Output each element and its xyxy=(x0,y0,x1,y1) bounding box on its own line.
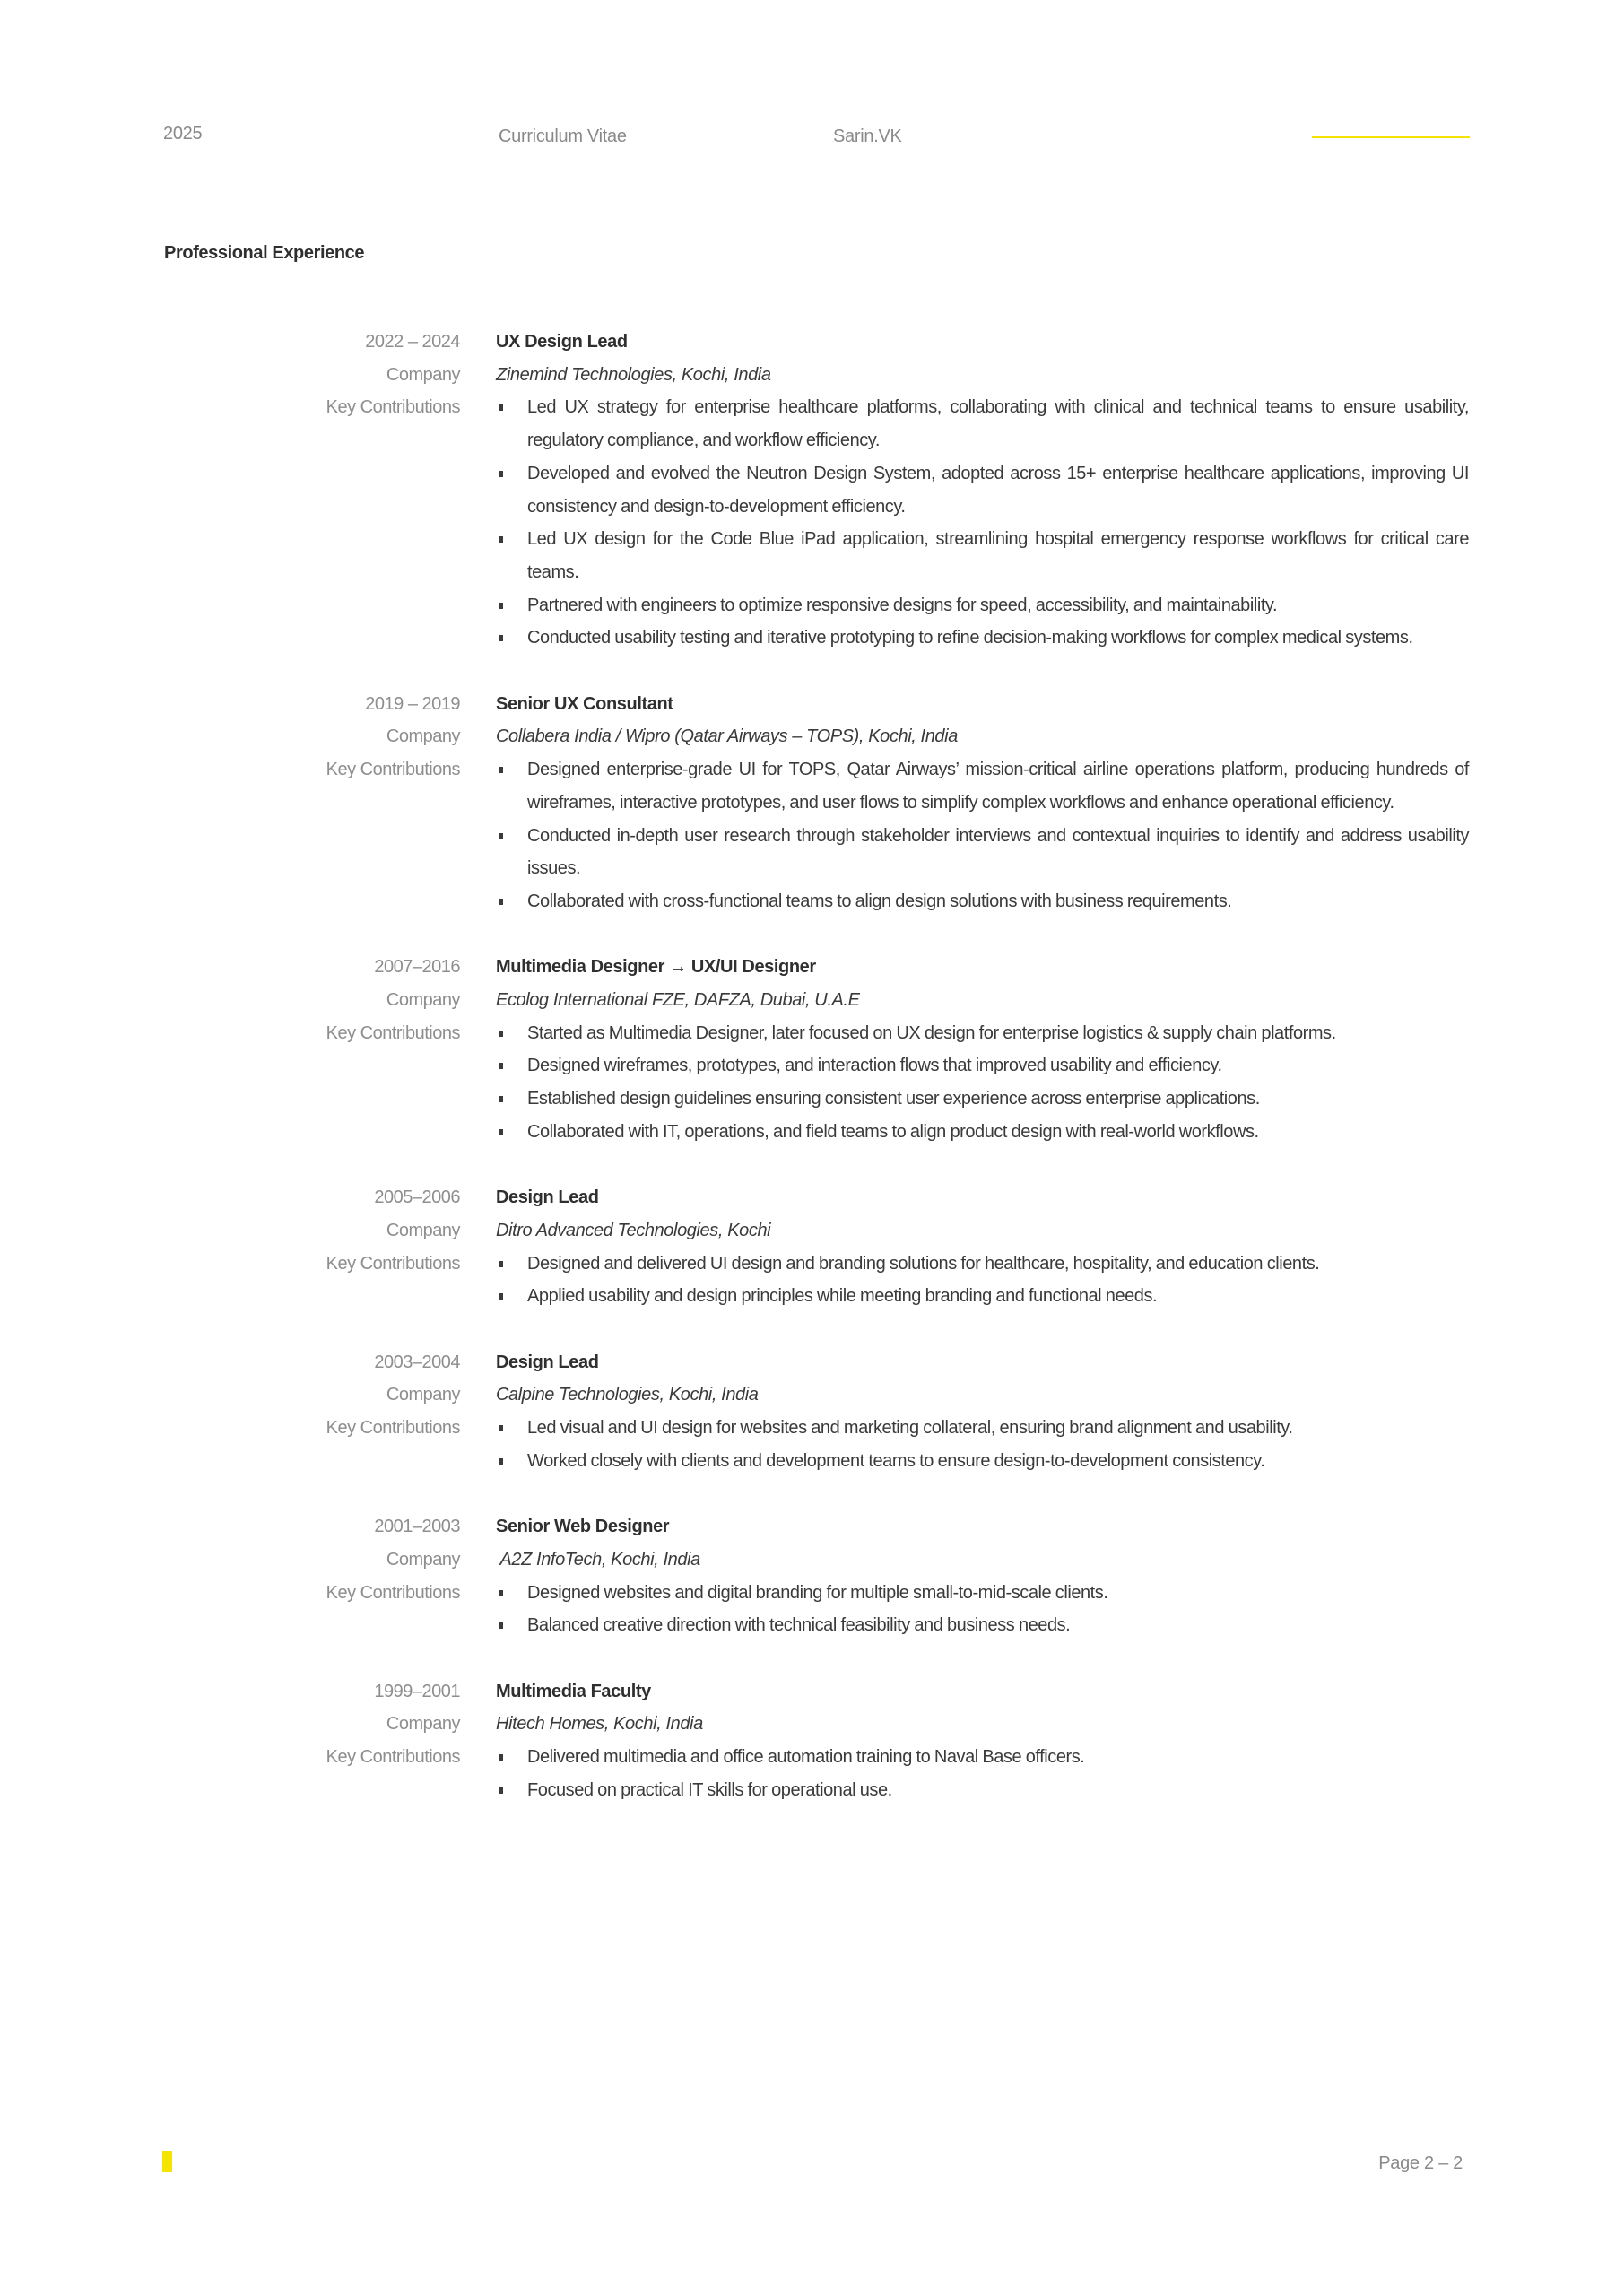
page-number: Page 2 – 2 xyxy=(1378,2153,1463,2173)
entry-period: 2007–2016 xyxy=(374,957,460,978)
bullet-square-icon xyxy=(499,536,503,543)
contribution-item: Led UX design for the Code Blue iPad application, streamlining hospital emergency response workflows for critical care teams. xyxy=(496,523,1469,588)
contributions-list xyxy=(496,1577,1469,1642)
contribution-item: Designed wireframes, prototypes, and interaction flows that improved usability and efficiency. xyxy=(496,1049,1469,1083)
bullet-square-icon xyxy=(499,1293,503,1300)
experience-entry xyxy=(0,1346,1624,1478)
contribution-item: Applied usability and design principles while meeting branding and functional needs. xyxy=(496,1280,1469,1313)
company-name: Collabera India / Wipro (Qatar Airways – TOPS), Kochi, India xyxy=(496,726,958,747)
entry-contributions-row xyxy=(0,1577,1624,1642)
bullet-square-icon xyxy=(499,1425,503,1431)
header-name: Sarin.VK xyxy=(833,126,902,146)
bullet-square-icon xyxy=(499,1261,503,1267)
entry-contributions-row xyxy=(0,1741,1624,1806)
contributions-list xyxy=(496,1741,1469,1806)
bullet-square-icon xyxy=(499,833,503,839)
contribution-item: Conducted in-depth user research through stakeholder interviews and contextual inquiries to identify and address usability issues. xyxy=(496,820,1469,885)
company-label: Company xyxy=(386,1220,460,1240)
experience-entry xyxy=(0,1675,1624,1807)
contribution-item: Partnered with engineers to optimize responsive designs for speed, accessibility, and maintainability. xyxy=(496,589,1469,622)
key-contributions-label: Key Contributions xyxy=(326,1747,460,1768)
experience-entry xyxy=(0,951,1624,1148)
bullet-square-icon xyxy=(499,404,503,411)
company-label: Company xyxy=(386,726,460,747)
bullet-square-icon xyxy=(499,1754,503,1761)
company-label: Company xyxy=(386,1385,460,1405)
section-title: Professional Experience xyxy=(164,243,365,263)
footer-accent-mark xyxy=(162,2151,172,2172)
entry-period: 2001–2003 xyxy=(374,1517,460,1537)
experience-entry xyxy=(0,326,1624,655)
company-label: Company xyxy=(386,1549,460,1570)
bullet-square-icon xyxy=(499,1787,503,1794)
header-document-title: Curriculum Vitae xyxy=(499,126,627,146)
entry-company-row xyxy=(0,1214,1624,1248)
experience-list xyxy=(0,326,1624,1839)
job-title: Multimedia Designer → UX/UI Designer xyxy=(496,957,816,978)
company-name: Hitech Homes, Kochi, India xyxy=(496,1714,703,1735)
entry-company-row xyxy=(0,359,1624,392)
key-contributions-label: Key Contributions xyxy=(326,760,460,780)
contribution-item: Collaborated with cross-functional teams to align design solutions with business requirements. xyxy=(496,885,1469,918)
bullet-square-icon xyxy=(499,1622,503,1629)
contribution-item: Developed and evolved the Neutron Design System, adopted across 15+ enterprise healthcare applications, improving UI consistency and design-to-development efficiency. xyxy=(496,457,1469,523)
contributions-list xyxy=(496,1017,1469,1149)
contribution-item: Led visual and UI design for websites and marketing collateral, ensuring brand alignment and usability. xyxy=(496,1412,1469,1445)
key-contributions-label: Key Contributions xyxy=(326,1582,460,1603)
contribution-item: Designed enterprise-grade UI for TOPS, Qatar Airways’ mission-critical airline operations platform, producing hundreds of wireframes, interactive prototypes, and user flows to simplify complex workflows and enhance operational efficiency. xyxy=(496,753,1469,819)
entry-period: 2022 – 2024 xyxy=(365,332,460,352)
bullet-square-icon xyxy=(499,899,503,905)
entry-company-row xyxy=(0,1544,1624,1577)
entry-title-row xyxy=(0,326,1624,359)
key-contributions-label: Key Contributions xyxy=(326,1253,460,1274)
company-name: Calpine Technologies, Kochi, India xyxy=(496,1385,759,1405)
contribution-item: Conducted usability testing and iterative prototyping to refine decision-making workflows for complex medical systems. xyxy=(496,622,1469,655)
key-contributions-label: Key Contributions xyxy=(326,397,460,418)
contributions-list xyxy=(496,753,1469,918)
entry-period: 2019 – 2019 xyxy=(365,693,460,714)
contribution-item: Balanced creative direction with technical feasibility and business needs. xyxy=(496,1609,1469,1642)
entry-company-row xyxy=(0,1708,1624,1741)
contribution-item: Designed and delivered UI design and branding solutions for healthcare, hospitality, and education clients. xyxy=(496,1248,1469,1281)
company-name: Ditro Advanced Technologies, Kochi xyxy=(496,1220,771,1240)
contribution-item: Established design guidelines ensuring consistent user experience across enterprise applications. xyxy=(496,1083,1469,1116)
company-name: A2Z InfoTech, Kochi, India xyxy=(496,1549,700,1570)
entry-title-row xyxy=(0,951,1624,984)
entry-title-row xyxy=(0,1346,1624,1379)
bullet-square-icon xyxy=(499,1458,503,1465)
entry-title-row xyxy=(0,1510,1624,1544)
contribution-item: Collaborated with IT, operations, and field teams to align product design with real-world workflows. xyxy=(496,1116,1469,1149)
header-year: 2025 xyxy=(163,124,203,144)
company-label: Company xyxy=(386,364,460,385)
entry-contributions-row xyxy=(0,1017,1624,1149)
entry-title-row xyxy=(0,1675,1624,1709)
bullet-square-icon xyxy=(499,1031,503,1037)
job-title: Multimedia Faculty xyxy=(496,1681,651,1701)
contribution-item: Worked closely with clients and development teams to ensure design-to-development consistency. xyxy=(496,1445,1469,1478)
company-label: Company xyxy=(386,990,460,1011)
entry-company-row xyxy=(0,1378,1624,1412)
entry-company-row xyxy=(0,984,1624,1017)
entry-title-row xyxy=(0,688,1624,721)
job-title: Design Lead xyxy=(496,1352,599,1372)
contributions-list xyxy=(496,1248,1469,1313)
bullet-square-icon xyxy=(499,1096,503,1102)
bullet-square-icon xyxy=(499,767,503,773)
contributions-list xyxy=(496,391,1469,655)
entry-company-row xyxy=(0,720,1624,753)
experience-entry xyxy=(0,1181,1624,1313)
bullet-square-icon xyxy=(499,1129,503,1135)
bullet-square-icon xyxy=(499,603,503,609)
contribution-item: Focused on practical IT skills for operational use. xyxy=(496,1774,1469,1807)
key-contributions-label: Key Contributions xyxy=(326,1022,460,1043)
contribution-item: Delivered multimedia and office automation training to Naval Base officers. xyxy=(496,1741,1469,1774)
entry-title-row xyxy=(0,1181,1624,1214)
company-label: Company xyxy=(386,1714,460,1735)
job-title: Senior UX Consultant xyxy=(496,693,673,714)
page-header xyxy=(0,0,1624,179)
job-title: UX Design Lead xyxy=(496,332,628,352)
entry-contributions-row xyxy=(0,1412,1624,1477)
company-name: Ecolog International FZE, DAFZA, Dubai, U.A.E xyxy=(496,990,860,1011)
contribution-item: Led UX strategy for enterprise healthcare platforms, collaborating with clinical and technical teams to ensure usability, regulatory compliance, and workflow efficiency. xyxy=(496,391,1469,457)
bullet-square-icon xyxy=(499,1590,503,1596)
entry-period: 1999–2001 xyxy=(374,1681,460,1701)
header-accent-rule xyxy=(1312,136,1470,138)
job-title: Design Lead xyxy=(496,1187,599,1208)
experience-entry xyxy=(0,1510,1624,1642)
entry-contributions-row xyxy=(0,753,1624,918)
entry-contributions-row xyxy=(0,391,1624,655)
entry-contributions-row xyxy=(0,1248,1624,1313)
company-name: Zinemind Technologies, Kochi, India xyxy=(496,364,771,385)
contribution-item: Started as Multimedia Designer, later focused on UX design for enterprise logistics & supply chain platforms. xyxy=(496,1017,1469,1050)
contribution-item: Designed websites and digital branding for multiple small-to-mid-scale clients. xyxy=(496,1577,1469,1610)
bullet-square-icon xyxy=(499,1063,503,1069)
contributions-list xyxy=(496,1412,1469,1477)
key-contributions-label: Key Contributions xyxy=(326,1418,460,1439)
bullet-square-icon xyxy=(499,635,503,641)
entry-period: 2003–2004 xyxy=(374,1352,460,1372)
job-title: Senior Web Designer xyxy=(496,1517,670,1537)
bullet-square-icon xyxy=(499,471,503,477)
experience-entry xyxy=(0,688,1624,918)
entry-period: 2005–2006 xyxy=(374,1187,460,1208)
